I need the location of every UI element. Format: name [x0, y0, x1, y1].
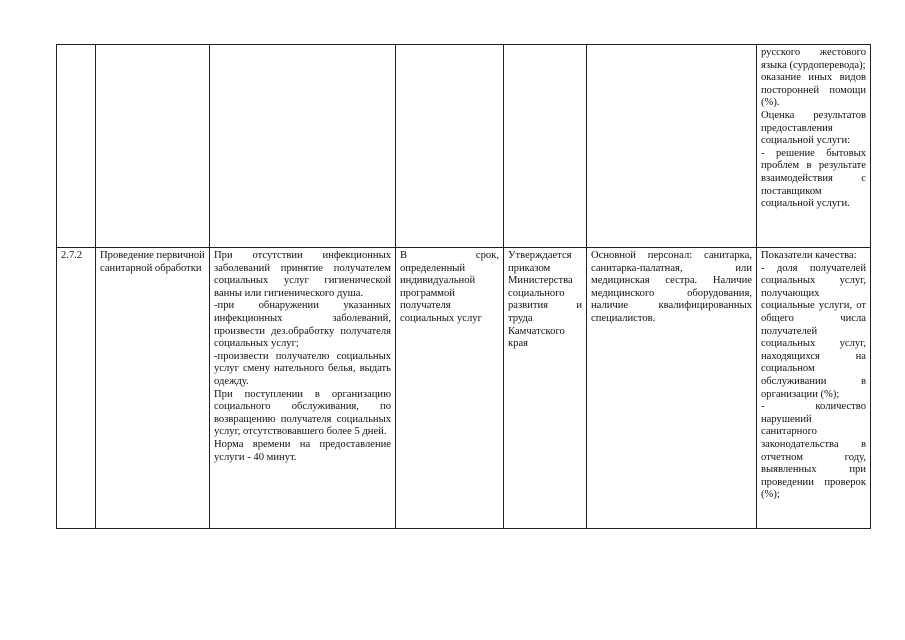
cell-number-empty — [57, 45, 96, 248]
cell-tariff: Утверждается приказом Министерства социального развития и труда Камчатского края — [504, 248, 587, 529]
cell-quality-continued — [757, 45, 871, 248]
cell-term-empty — [396, 45, 504, 248]
quality-line: оказание иных видов посторонней помощи (%). — [761, 72, 866, 109]
description-line: При поступлении в организацию социального обслуживания, по возвращению получателя социальных услуг, отсутствовавшего более 5 дней. — [214, 388, 391, 438]
cell-quality — [757, 248, 871, 529]
description-line: -при обнаружении указанных инфекционных заболеваний, произвести дез.обработку получателя социальных услуг; — [214, 300, 391, 350]
description-line: При отсутствии инфекционных заболеваний принятие получателем социальных услуг гигиенической ванны или гигиенического душа. — [214, 250, 391, 299]
quality-line: - доля получателей социальных услуг, получающих социальные услуги, от общего числа получателей социальных услуг, находящихся на социальном обслуживании в организации (%); — [761, 262, 866, 400]
cell-description — [210, 248, 396, 529]
services-table — [56, 44, 871, 529]
table-row-2-7-2 — [57, 248, 871, 529]
quality-line: - количество нарушений санитарного законодательства в отчетном году, выявленных при проведении проверок (%); — [761, 401, 866, 501]
quality-line: Показатели качества: — [761, 250, 857, 261]
cell-conditions-empty — [587, 45, 757, 248]
description-line: -произвести получателю социальных услуг смену нательного белья, выдать одежду. — [214, 350, 391, 387]
cell-tariff-empty — [504, 45, 587, 248]
cell-service-name: Проведение первичной санитарной обработки — [96, 248, 210, 529]
quality-line: - решение бытовых проблем в результате взаимодействия с поставщиком социальной услуги. — [761, 147, 866, 210]
cell-conditions: Основной персонал: санитарка, санитарка-палатная, или медицинская сестра. Наличие медицинского оборудования, наличие квалифицированных специалистов. — [587, 248, 757, 529]
table-row-previous — [57, 45, 871, 248]
cell-name-empty — [96, 45, 210, 248]
description-line: Норма времени на предоставление услуги - 40 минут. — [214, 438, 391, 463]
cell-term: В срок, определенный индивидуальной программой получателя социальных услуг — [396, 248, 504, 529]
cell-number: 2.7.2 — [57, 248, 96, 529]
cell-description-empty — [210, 45, 396, 248]
quality-line: Оценка результатов предоставления социальной услуги: — [761, 109, 866, 147]
quality-line: русского жестового языка (сурдоперевода); — [761, 47, 866, 71]
